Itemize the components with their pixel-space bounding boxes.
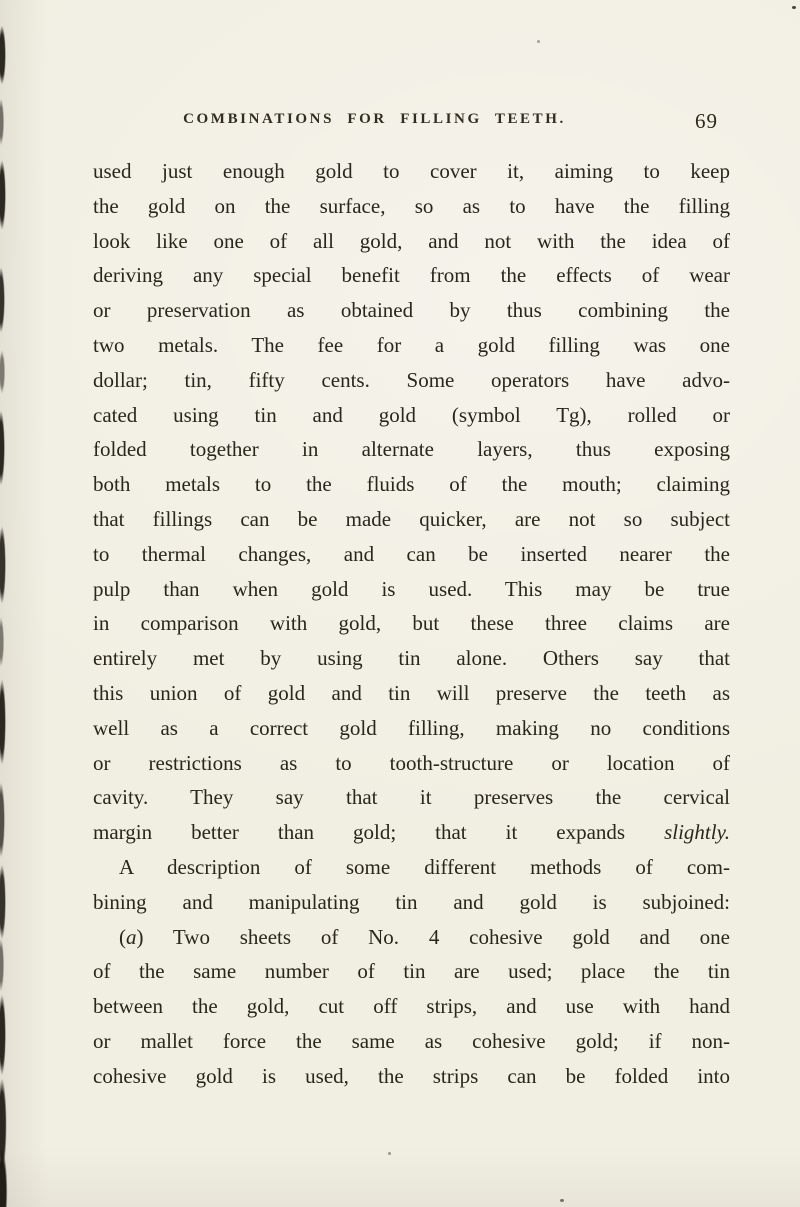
text-line	[93, 676, 730, 711]
italic-text: slightly.	[664, 820, 730, 845]
text-segment: cated using tin and gold (symbol Tg), rolled or	[93, 402, 730, 427]
text-line	[93, 885, 730, 920]
text-segment: or preservation as obtained by thus combining the	[93, 298, 730, 323]
scan-speck	[388, 1152, 391, 1155]
text-segment: two metals. The fee for a gold filling was one	[93, 332, 730, 357]
text-segment: pulp than when gold is used. This may be true	[93, 576, 730, 601]
italic-text: a	[126, 924, 137, 949]
text-segment: to thermal changes, and can be inserted nearer the	[93, 541, 730, 566]
text-line	[93, 189, 730, 224]
body-text	[93, 154, 730, 1094]
text-line	[93, 954, 730, 989]
text-line	[93, 363, 730, 398]
text-segment: cohesive gold is used, the strips can be folded into	[93, 1063, 730, 1088]
text-line	[93, 537, 730, 572]
text-line	[93, 989, 730, 1024]
text-line	[93, 641, 730, 676]
text-line	[93, 502, 730, 537]
text-segment: (	[119, 924, 126, 949]
page-header	[93, 108, 730, 133]
text-line	[93, 258, 730, 293]
text-line	[93, 1024, 730, 1059]
text-segment: cavity. They say that it preserves the cervical	[93, 785, 730, 810]
text-segment: bining and manipulating tin and gold is subjoined:	[93, 889, 730, 914]
scan-speck	[560, 1199, 564, 1202]
page-number: 69	[695, 109, 718, 133]
text-segment: this union of gold and tin will preserve the teeth as	[93, 680, 730, 705]
text-line	[93, 398, 730, 433]
paragraph	[93, 920, 730, 1094]
text-segment: the gold on the surface, so as to have the filling	[93, 193, 730, 218]
text-line	[93, 154, 730, 189]
text-line	[93, 711, 730, 746]
text-line	[93, 850, 730, 885]
text-line	[93, 224, 730, 259]
text-segment: of the same number of tin are used; place the tin	[93, 959, 730, 984]
text-segment: deriving any special benefit from the effects of wear	[93, 263, 730, 288]
text-segment: that fillings can be made quicker, are not so subject	[93, 506, 730, 531]
text-segment: folded together in alternate layers, thus exposing	[93, 437, 730, 462]
text-segment: dollar; tin, fifty cents. Some operators have advo-	[93, 367, 730, 392]
text-segment: or mallet force the same as cohesive gold; if non-	[93, 1028, 730, 1053]
text-line	[93, 746, 730, 781]
text-segment: used just enough gold to cover it, aiming to keep	[93, 159, 730, 183]
text-segment: between the gold, cut off strips, and use with hand	[93, 994, 730, 1019]
text-line	[93, 1059, 730, 1094]
text-segment: both metals to the fluids of the mouth; claiming	[93, 472, 730, 497]
text-line	[93, 467, 730, 502]
text-segment: entirely met by using tin alone. Others say that	[93, 646, 730, 671]
text-segment: A description of some different methods of com-	[119, 854, 730, 879]
text-segment: or restrictions as to tooth-structure or location of	[93, 750, 730, 775]
paragraph	[93, 154, 730, 850]
text-segment: look like one of all gold, and not with the idea of	[93, 228, 730, 253]
text-line	[93, 780, 730, 815]
text-line	[93, 815, 730, 850]
text-line	[93, 572, 730, 607]
text-segment: well as a correct gold filling, making no conditions	[93, 715, 730, 740]
paragraph	[93, 850, 730, 920]
text-line	[93, 432, 730, 467]
text-segment: ) Two sheets of No. 4 cohesive gold and one	[136, 924, 730, 949]
text-segment: margin better than gold; that it expands	[93, 820, 665, 845]
text-segment: in comparison with gold, but these three claims are	[93, 611, 730, 636]
running-title: COMBINATIONS FOR FILLING TEETH.	[183, 111, 566, 127]
text-line	[93, 606, 730, 641]
text-line	[93, 328, 730, 363]
text-line	[93, 920, 730, 955]
text-line	[93, 293, 730, 328]
